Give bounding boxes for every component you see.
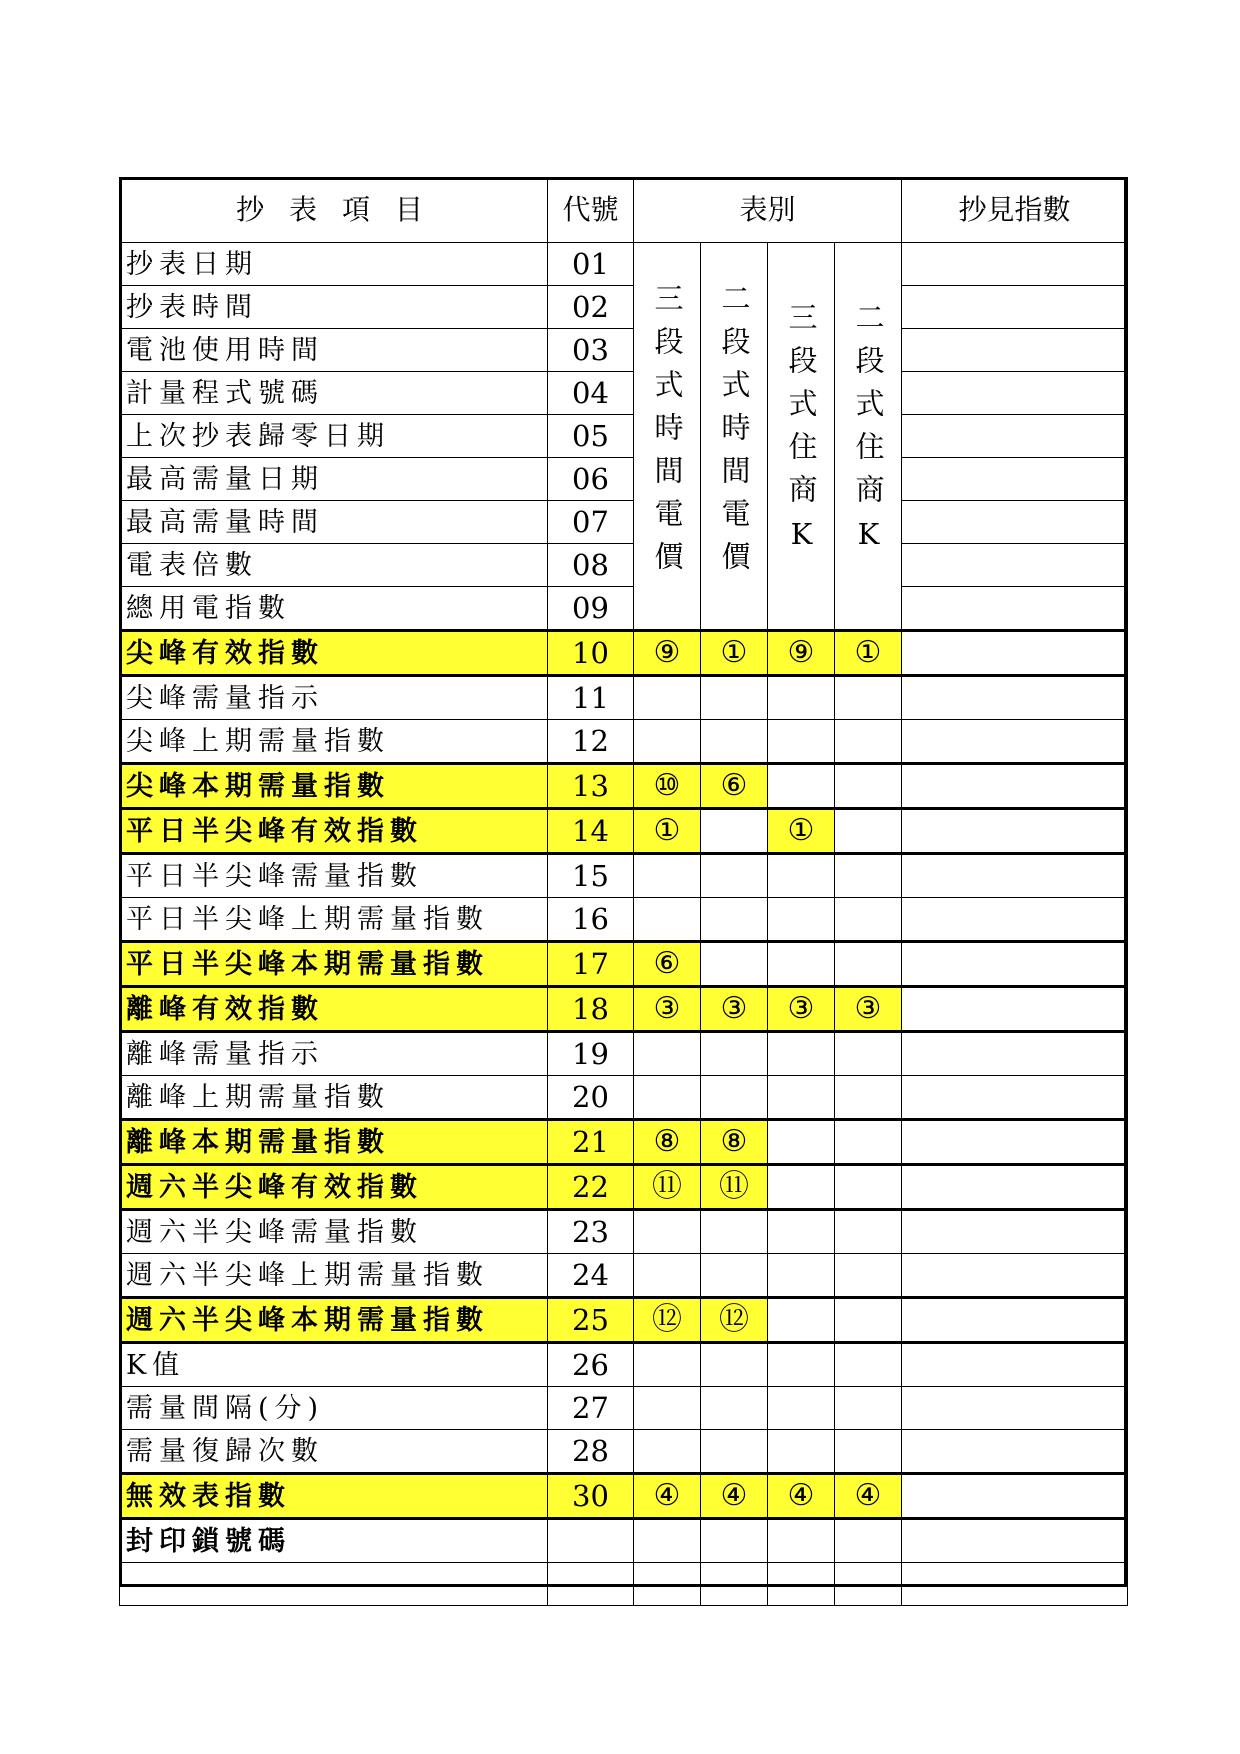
table-row [120,1210,1128,1254]
mark-cell [768,942,835,987]
item-label: 需量間隔(分) [120,1387,548,1430]
mark-cell [835,1032,902,1076]
mark-cell [835,1076,902,1120]
item-code: 19 [548,1032,634,1076]
item-code: 20 [548,1076,634,1120]
mark-cell [768,854,835,898]
mark-cell [701,1387,768,1430]
item-label: 電池使用時間 [120,329,548,372]
reading-input-cell[interactable] [902,898,1128,942]
table-row [120,286,1128,329]
mark-cell [634,854,701,898]
mark-cell [835,1120,902,1165]
mark-cell [768,720,835,764]
header-meter-type: 表別 [634,178,902,243]
reading-input-cell[interactable] [902,458,1128,501]
mark-cell [634,1387,701,1430]
mark-cell [835,1165,902,1210]
mark-cell [634,1519,701,1563]
meter-type-3 [768,243,835,631]
mark-cell [701,676,768,720]
item-code: 23 [548,1210,634,1254]
reading-input-cell[interactable] [902,1519,1128,1563]
reading-input-cell[interactable] [902,1387,1128,1430]
mark-cell [835,1254,902,1298]
mark-cell [835,1343,902,1387]
mark-cell: ① [768,809,835,854]
reading-input-cell[interactable] [902,631,1128,676]
mark-cell [835,764,902,809]
item-label: 平日半尖峰本期需量指數 [120,942,548,987]
table-row [120,329,1128,372]
reading-input-cell[interactable] [902,1474,1128,1519]
item-code: 30 [548,1474,634,1519]
item-label: 尖峰本期需量指數 [120,764,548,809]
mark-cell [701,1210,768,1254]
table-row [120,764,1128,809]
mark-cell: ③ [835,987,902,1032]
mark-cell [835,1430,902,1474]
item-label: 離峰上期需量指數 [120,1076,548,1120]
mark-cell [768,1254,835,1298]
table-row [120,1254,1128,1298]
reading-input-cell[interactable] [902,329,1128,372]
table-row [120,1387,1128,1430]
mark-cell: ① [701,631,768,676]
mark-cell: ⑫ [701,1298,768,1343]
mark-cell: ⑨ [768,631,835,676]
mark-cell [835,942,902,987]
item-code: 16 [548,898,634,942]
table-row [120,1165,1128,1210]
item-code: 12 [548,720,634,764]
reading-input-cell[interactable] [902,764,1128,809]
table-row [120,1343,1128,1387]
table-row [120,898,1128,942]
item-label: 平日半尖峰需量指數 [120,854,548,898]
mark-cell [634,1032,701,1076]
item-code: 06 [548,458,634,501]
item-code: 02 [548,286,634,329]
reading-input-cell[interactable] [902,1343,1128,1387]
item-label: 尖峰需量指示 [120,676,548,720]
mark-cell [768,764,835,809]
table-row [120,1519,1128,1563]
item-label: 抄表時間 [120,286,548,329]
item-label: 週六半尖峰需量指數 [120,1210,548,1254]
item-code: 07 [548,501,634,544]
reading-input-cell[interactable] [902,809,1128,854]
table-row [120,1076,1128,1120]
reading-input-cell[interactable] [902,1430,1128,1474]
reading-input-cell[interactable] [902,243,1128,286]
mark-cell [634,676,701,720]
item-label: 最高需量時間 [120,501,548,544]
item-label: 平日半尖峰上期需量指數 [120,898,548,942]
item-label: 尖峰有效指數 [120,631,548,676]
mark-cell [701,720,768,764]
item-label: 尖峰上期需量指數 [120,720,548,764]
table-row [120,587,1128,631]
mark-cell: ③ [768,987,835,1032]
mark-cell [768,898,835,942]
mark-cell [634,1076,701,1120]
item-label: 週六半尖峰有效指數 [120,1165,548,1210]
meter-type-label: 二段式住商K [851,302,886,565]
mark-cell [634,720,701,764]
item-code: 28 [548,1430,634,1474]
reading-input-cell[interactable] [902,415,1128,458]
item-label: 電表倍數 [120,544,548,587]
reading-input-cell[interactable] [902,1298,1128,1343]
item-label: 最高需量日期 [120,458,548,501]
item-label: 離峰需量指示 [120,1032,548,1076]
reading-input-cell[interactable] [902,1165,1128,1210]
meter-reading-table [119,177,1128,1606]
mark-cell: ③ [634,987,701,1032]
table-row [120,809,1128,854]
mark-cell [835,1519,902,1563]
table-row [120,458,1128,501]
reading-input-cell[interactable] [902,1563,1128,1606]
item-code: 09 [548,587,634,631]
reading-input-cell[interactable] [902,286,1128,329]
mark-cell [768,1032,835,1076]
reading-input-cell[interactable] [902,676,1128,720]
mark-cell [701,854,768,898]
mark-cell: ⑪ [634,1165,701,1210]
table-row [120,987,1128,1032]
table-row [120,942,1128,987]
mark-cell [701,1254,768,1298]
mark-cell [835,720,902,764]
reading-input-cell[interactable] [902,720,1128,764]
mark-cell [701,1343,768,1387]
mark-cell [701,942,768,987]
table-row [120,243,1128,286]
meter-type-label: 三段式住商K [784,302,819,565]
table-row [120,501,1128,544]
item-code: 21 [548,1120,634,1165]
mark-cell [768,1343,835,1387]
mark-cell [768,1387,835,1430]
item-label: 離峰有效指數 [120,987,548,1032]
mark-cell: ⑩ [634,764,701,809]
item-label: 需量復歸次數 [120,1430,548,1474]
item-code [548,1563,634,1606]
item-label: 總用電指數 [120,587,548,631]
mark-cell [701,1563,768,1606]
item-code: 26 [548,1343,634,1387]
mark-cell: ⑨ [634,631,701,676]
item-code: 05 [548,415,634,458]
reading-input-cell[interactable] [902,942,1128,987]
mark-cell [634,1210,701,1254]
header-item: 抄 表 項 目 [120,178,548,243]
reading-input-cell[interactable] [902,1076,1128,1120]
mark-cell [768,1519,835,1563]
item-label: 週六半尖峰本期需量指數 [120,1298,548,1343]
reading-input-cell[interactable] [902,1120,1128,1165]
mark-cell: ④ [835,1474,902,1519]
item-label: 平日半尖峰有效指數 [120,809,548,854]
meter-type-label: 二段式時間電價 [717,283,752,584]
mark-cell: ③ [701,987,768,1032]
table-row [120,415,1128,458]
reading-input-cell[interactable] [902,544,1128,587]
item-code: 01 [548,243,634,286]
reading-input-cell[interactable] [902,501,1128,544]
reading-input-cell[interactable] [902,987,1128,1032]
item-code: 22 [548,1165,634,1210]
mark-cell [634,1563,701,1606]
table-row [120,1430,1128,1474]
item-code: 04 [548,372,634,415]
mark-cell [768,1165,835,1210]
item-label: 計量程式號碼 [120,372,548,415]
table-row [120,720,1128,764]
item-label: 封印鎖號碼 [120,1519,548,1563]
mark-cell: ⑥ [634,942,701,987]
table-row [120,1120,1128,1165]
mark-cell [768,1563,835,1606]
mark-cell: ⑥ [701,764,768,809]
mark-cell: ⑫ [634,1298,701,1343]
mark-cell [835,898,902,942]
meter-type-1 [634,243,701,631]
item-code: 13 [548,764,634,809]
mark-cell: ④ [701,1474,768,1519]
mark-cell [835,676,902,720]
table-row [120,631,1128,676]
reading-input-cell[interactable] [902,1210,1128,1254]
mark-cell [701,1032,768,1076]
mark-cell: ① [634,809,701,854]
mark-cell [835,1387,902,1430]
meter-type-4 [835,243,902,631]
mark-cell [634,1430,701,1474]
mark-cell: ④ [768,1474,835,1519]
mark-cell [768,1298,835,1343]
meter-type-2 [701,243,768,631]
item-code: 14 [548,809,634,854]
item-label: 無效表指數 [120,1474,548,1519]
mark-cell [768,1430,835,1474]
reading-input-cell[interactable] [902,1254,1128,1298]
mark-cell [768,1076,835,1120]
mark-cell [701,1519,768,1563]
mark-cell [835,1298,902,1343]
table-row [120,372,1128,415]
item-code: 15 [548,854,634,898]
reading-input-cell[interactable] [902,372,1128,415]
item-code: 24 [548,1254,634,1298]
table-row [120,1298,1128,1343]
item-label: K值 [120,1343,548,1387]
reading-input-cell[interactable] [902,1032,1128,1076]
mark-cell [701,1430,768,1474]
header-code: 代號 [548,178,634,243]
reading-input-cell[interactable] [902,854,1128,898]
item-label: 週六半尖峰上期需量指數 [120,1254,548,1298]
table-row [120,676,1128,720]
mark-cell [634,898,701,942]
table-row [120,1474,1128,1519]
mark-cell [835,1563,902,1606]
item-code: 25 [548,1298,634,1343]
item-label: 上次抄表歸零日期 [120,415,548,458]
table-row [120,1032,1128,1076]
mark-cell: ⑧ [701,1120,768,1165]
mark-cell [634,1254,701,1298]
table-row [120,1563,1128,1606]
mark-cell [768,1210,835,1254]
item-code: 27 [548,1387,634,1430]
mark-cell: ⑧ [634,1120,701,1165]
meter-type-label: 三段式時間電價 [650,283,685,584]
mark-cell [701,1076,768,1120]
item-code: 08 [548,544,634,587]
mark-cell [701,809,768,854]
mark-cell: ⑪ [701,1165,768,1210]
item-code [548,1519,634,1563]
reading-input-cell[interactable] [902,587,1128,631]
item-code: 18 [548,987,634,1032]
header-reading: 抄見指數 [902,178,1128,243]
mark-cell [768,1120,835,1165]
item-label: 離峰本期需量指數 [120,1120,548,1165]
item-code: 03 [548,329,634,372]
mark-cell: ④ [634,1474,701,1519]
table-row [120,544,1128,587]
item-code: 17 [548,942,634,987]
table-row [120,854,1128,898]
mark-cell [835,809,902,854]
mark-cell: ① [835,631,902,676]
mark-cell [835,1210,902,1254]
header-row [120,178,1128,243]
item-code: 10 [548,631,634,676]
item-code: 11 [548,676,634,720]
item-label: 抄表日期 [120,243,548,286]
item-label [120,1563,548,1606]
mark-cell [634,1343,701,1387]
mark-cell [768,676,835,720]
mark-cell [701,898,768,942]
mark-cell [835,854,902,898]
